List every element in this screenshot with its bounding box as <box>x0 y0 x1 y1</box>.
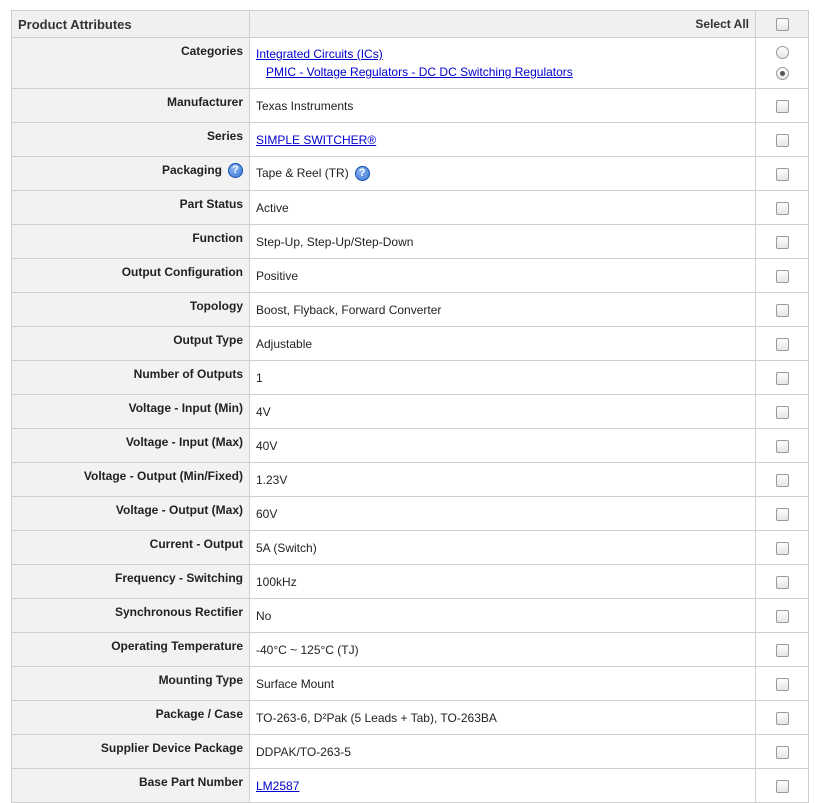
row-value-text: Positive <box>256 268 299 283</box>
row-checkbox-cell <box>756 361 809 395</box>
table-row <box>12 701 809 735</box>
row-value-text: Tape & Reel (TR) <box>256 165 349 180</box>
category-link-level2[interactable]: PMIC - Voltage Regulators - DC DC Switching Regulators <box>266 65 573 79</box>
row-value <box>250 701 756 735</box>
row-value-text: Boost, Flyback, Forward Converter <box>256 302 442 317</box>
table-row <box>12 565 809 599</box>
row-checkbox[interactable] <box>776 610 789 623</box>
table-row <box>12 531 809 565</box>
row-label: Supplier Device Package <box>12 735 250 769</box>
row-label: Voltage - Input (Min) <box>12 395 250 429</box>
row-value-text: Step-Up, Step-Up/Step-Down <box>256 234 414 249</box>
row-value <box>250 667 756 701</box>
row-checkbox-cell <box>756 157 809 191</box>
row-value <box>250 633 756 667</box>
row-value-text: 4V <box>256 404 271 419</box>
row-value-text: 60V <box>256 506 278 521</box>
row-value-link[interactable]: LM2587 <box>256 778 300 793</box>
row-value-text: TO-263-6, D²Pak (5 Leads + Tab), TO-263BA <box>256 710 497 725</box>
row-value <box>250 259 756 293</box>
table-row <box>12 497 809 531</box>
category-radio-level2[interactable] <box>776 67 789 80</box>
row-checkbox[interactable] <box>776 304 789 317</box>
row-value-text: 1 <box>256 370 263 385</box>
row-label: Voltage - Output (Min/Fixed) <box>12 463 250 497</box>
row-value-text: 40V <box>256 438 278 453</box>
row-value <box>250 565 756 599</box>
product-attributes-panel <box>11 10 808 803</box>
row-checkbox-cell <box>756 633 809 667</box>
categories-radio-cell <box>756 38 809 89</box>
row-value <box>250 599 756 633</box>
row-checkbox-cell <box>756 565 809 599</box>
row-checkbox[interactable] <box>776 474 789 487</box>
category-link-level1[interactable]: Integrated Circuits (ICs) <box>256 47 383 61</box>
row-value <box>250 327 756 361</box>
row-checkbox[interactable] <box>776 338 789 351</box>
row-label: Part Status <box>12 191 250 225</box>
row-checkbox[interactable] <box>776 780 789 793</box>
select-all-cell <box>756 11 809 38</box>
row-value-text: DDPAK/TO-263-5 <box>256 744 351 759</box>
row-checkbox[interactable] <box>776 440 789 453</box>
row-checkbox-cell <box>756 225 809 259</box>
row-label: Series <box>12 123 250 157</box>
row-value-text: Texas Instruments <box>256 98 354 113</box>
categories-value <box>250 38 756 89</box>
row-checkbox[interactable] <box>776 678 789 691</box>
help-icon[interactable]: ? <box>228 163 243 178</box>
row-checkbox-cell <box>756 259 809 293</box>
table-row <box>12 429 809 463</box>
table-row <box>12 633 809 667</box>
row-checkbox[interactable] <box>776 542 789 555</box>
panel-title: Product Attributes <box>12 11 250 38</box>
row-label: Topology <box>12 293 250 327</box>
row-checkbox[interactable] <box>776 746 789 759</box>
row-value <box>250 769 756 803</box>
table-row <box>12 361 809 395</box>
row-checkbox[interactable] <box>776 236 789 249</box>
row-value-text: -40°C ~ 125°C (TJ) <box>256 642 359 657</box>
table-row <box>12 293 809 327</box>
row-checkbox[interactable] <box>776 168 789 181</box>
row-value-text: Active <box>256 200 289 215</box>
row-value <box>250 293 756 327</box>
row-checkbox-cell <box>756 89 809 123</box>
row-label: Mounting Type <box>12 667 250 701</box>
row-checkbox-cell <box>756 395 809 429</box>
row-value-text: Adjustable <box>256 336 313 351</box>
table-row <box>12 123 809 157</box>
row-value <box>250 157 756 191</box>
row-label: Synchronous Rectifier <box>12 599 250 633</box>
row-value <box>250 361 756 395</box>
row-label: Current - Output <box>12 531 250 565</box>
table-row <box>12 769 809 803</box>
table-row <box>12 735 809 769</box>
row-checkbox-cell <box>756 191 809 225</box>
table-row <box>12 599 809 633</box>
row-label: Output Type <box>12 327 250 361</box>
table-row <box>12 667 809 701</box>
row-checkbox-cell <box>756 667 809 701</box>
attributes-table <box>11 10 809 803</box>
row-checkbox[interactable] <box>776 134 789 147</box>
row-checkbox-cell <box>756 735 809 769</box>
row-value <box>250 463 756 497</box>
row-label: Frequency - Switching <box>12 565 250 599</box>
row-checkbox-cell <box>756 701 809 735</box>
category-radio-level1[interactable] <box>776 46 789 59</box>
row-label: Operating Temperature <box>12 633 250 667</box>
row-checkbox-cell <box>756 293 809 327</box>
row-label: Categories <box>12 38 250 89</box>
row-checkbox-cell <box>756 123 809 157</box>
row-checkbox[interactable] <box>776 100 789 113</box>
table-row <box>12 463 809 497</box>
table-row <box>12 191 809 225</box>
row-value <box>250 225 756 259</box>
table-header <box>12 11 809 38</box>
row-value <box>250 429 756 463</box>
row-value <box>250 123 756 157</box>
table-row <box>12 157 809 191</box>
row-label: Base Part Number <box>12 769 250 803</box>
select-all-checkbox[interactable] <box>776 18 789 31</box>
row-value <box>250 191 756 225</box>
row-label: Function <box>12 225 250 259</box>
table-row <box>12 225 809 259</box>
row-checkbox-cell <box>756 599 809 633</box>
row-checkbox[interactable] <box>776 202 789 215</box>
row-value-text: 1.23V <box>256 472 288 487</box>
row-checkbox[interactable] <box>776 508 789 521</box>
row-checkbox[interactable] <box>776 270 789 283</box>
categories-row <box>12 38 809 89</box>
row-value-text: No <box>256 608 272 623</box>
row-checkbox[interactable] <box>776 406 789 419</box>
row-checkbox[interactable] <box>776 712 789 725</box>
row-value <box>250 395 756 429</box>
table-row <box>12 395 809 429</box>
row-value <box>250 735 756 769</box>
row-value <box>250 531 756 565</box>
table-row <box>12 327 809 361</box>
row-checkbox[interactable] <box>776 372 789 385</box>
row-checkbox-cell <box>756 769 809 803</box>
select-all-label: Select All <box>250 11 756 38</box>
row-checkbox-cell <box>756 429 809 463</box>
row-label: Package / Case <box>12 701 250 735</box>
row-label: Manufacturer <box>12 89 250 123</box>
help-icon[interactable]: ? <box>355 166 370 181</box>
row-value <box>250 497 756 531</box>
row-checkbox[interactable] <box>776 644 789 657</box>
row-label: Output Configuration <box>12 259 250 293</box>
row-checkbox-cell <box>756 327 809 361</box>
row-value <box>250 89 756 123</box>
table-row <box>12 259 809 293</box>
row-value-link[interactable]: SIMPLE SWITCHER® <box>256 132 377 147</box>
row-label: Voltage - Output (Max) <box>12 497 250 531</box>
row-value-text: 100kHz <box>256 574 297 589</box>
row-checkbox[interactable] <box>776 576 789 589</box>
row-value-text: 5A (Switch) <box>256 540 317 555</box>
table-row <box>12 89 809 123</box>
row-value-text: Surface Mount <box>256 676 335 691</box>
row-checkbox-cell <box>756 463 809 497</box>
row-checkbox-cell <box>756 497 809 531</box>
row-label: Packaging ? <box>12 157 250 191</box>
row-label: Number of Outputs <box>12 361 250 395</box>
row-checkbox-cell <box>756 531 809 565</box>
row-label: Voltage - Input (Max) <box>12 429 250 463</box>
